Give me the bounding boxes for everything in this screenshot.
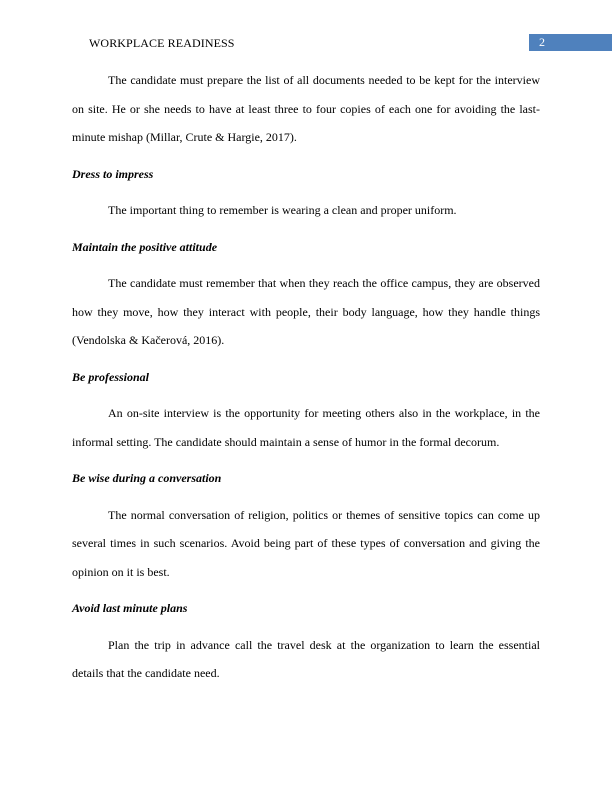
- paragraph-documents: The candidate must prepare the list of all documents needed to be kept for the interview on site. He or she needs to have at least three to four copies of each one for avoiding the last-minute mishap (Millar, Crute & Hargie, 2017).: [72, 73, 540, 144]
- page-number: 2: [529, 34, 612, 51]
- document-body: [72, 66, 540, 688]
- heading-positive-attitude: Maintain the positive attitude: [72, 239, 218, 254]
- heading-last-minute-plans: Avoid last minute plans: [72, 601, 188, 615]
- heading-be-professional: Be professional: [72, 369, 150, 384]
- heading-conversation: Be wise during a conversation: [72, 471, 222, 485]
- paragraph-attitude: The candidate must remember that when they reach the office campus, they are observed how they move, how they interact with people, their body language, how they handle things (Vendolska & Kačerová, 2016).: [72, 276, 540, 347]
- running-head: WORKPLACE READINESS: [89, 36, 235, 50]
- paragraph-dress: The important thing to remember is wearing a clean and proper uniform.: [108, 203, 457, 217]
- heading-dress-to-impress: Dress to impress: [72, 166, 154, 181]
- paragraph-conversation: The normal conversation of religion, politics or themes of sensitive topics can come up several times in such scenarios. Avoid being part of these types of conversation and giving the opinion on it is best.: [72, 507, 540, 579]
- paragraph-professional: An on-site interview is the opportunity for meeting others also in the workplace, in the informal setting. The candidate should maintain a sense of humor in the formal decorum.: [72, 406, 540, 449]
- paragraph-plans: Plan the trip in advance call the travel desk at the organization to learn the essential details that the candidate need.: [72, 637, 540, 680]
- page-header: [0, 34, 612, 52]
